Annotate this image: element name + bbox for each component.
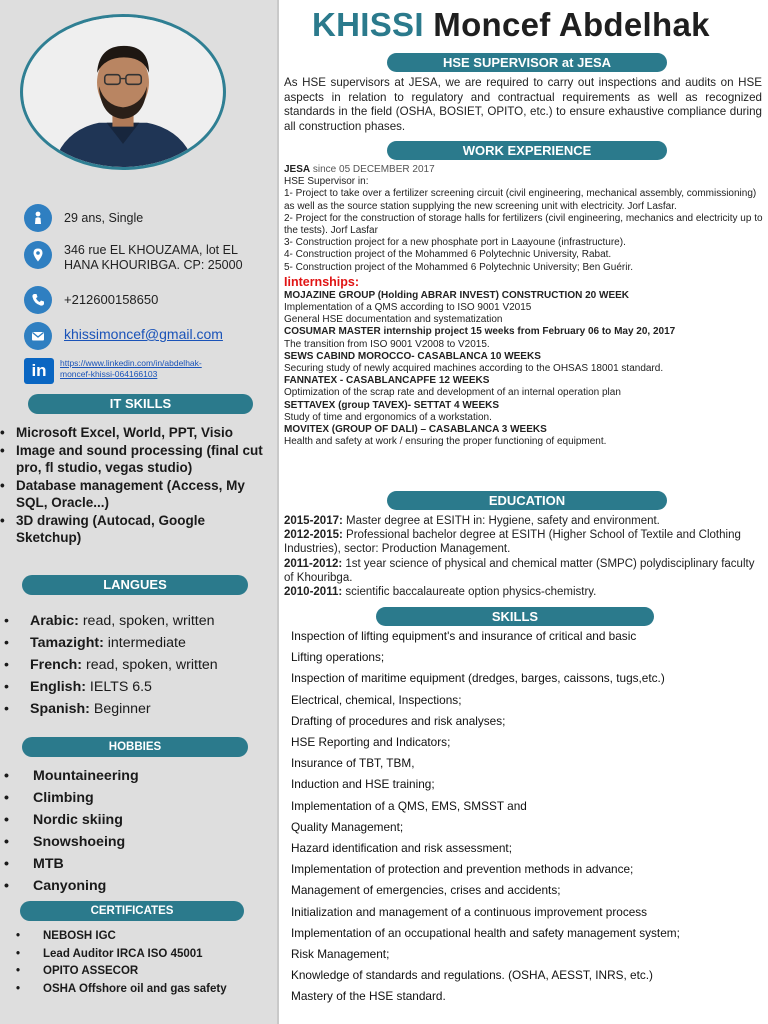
education-item: 2015-2017: Master degree at ESITH in: Hygiene, safety and environment. bbox=[284, 515, 660, 527]
address-line-2: HANA KHOURIBGA. CP: 25000 bbox=[64, 258, 243, 272]
list-item: Management of emergencies, crises and accidents; bbox=[291, 883, 561, 898]
list-item: Implementation of an occupational health and safety management system; bbox=[291, 925, 680, 940]
location-pin-icon bbox=[24, 241, 52, 269]
it-skills-header: IT SKILLS bbox=[28, 394, 253, 414]
project-item: 1- Project to take over a fertilizer screening circuit (civil engineering, mechanical assembly, commissioning) as well as the source station supplying the new screening unit with electricity. Jorf Lasfar. bbox=[284, 188, 757, 212]
sidebar bbox=[0, 0, 277, 1024]
linkedin-line-2: moncef-khissi-064166103 bbox=[60, 369, 158, 379]
phone-icon bbox=[24, 286, 52, 314]
list-item: • French: read, spoken, written bbox=[4, 654, 218, 676]
job-heading: JESA since 05 DECEMBER 2017 bbox=[284, 164, 435, 175]
list-item: Initialization and management of a continuous improvement process bbox=[291, 904, 648, 919]
list-item: • OPITO ASSECOR bbox=[16, 963, 227, 981]
list-item: • NEBOSH IGC bbox=[16, 928, 227, 946]
internship-line: General HSE documentation and systematization bbox=[284, 314, 503, 326]
internship-head: FANNATEX - CASABLANCAPFE 12 WEEKS bbox=[284, 375, 490, 387]
address-text bbox=[64, 243, 243, 273]
list-item: • Arabic: read, spoken, written bbox=[4, 610, 218, 632]
list-item: Induction and HSE training; bbox=[291, 777, 435, 792]
education-item: 2010-2011: scientific baccalaureate option physics-chemistry. bbox=[284, 586, 597, 599]
work-experience-header: WORK EXPERIENCE bbox=[387, 141, 667, 160]
linkedin-row bbox=[24, 358, 202, 384]
linkedin-link[interactable] bbox=[60, 358, 202, 380]
education-header: EDUCATION bbox=[387, 491, 667, 510]
email-link[interactable]: khissimoncef@gmail.com bbox=[64, 326, 223, 342]
project-item: 4- Construction project of the Mohammed 6 Polytechnic University, Rabat. bbox=[284, 249, 612, 261]
list-item: Inspection of lifting equipment's and insurance of critical and basic bbox=[291, 629, 637, 643]
skills-list bbox=[291, 626, 761, 1008]
work-experience bbox=[284, 164, 766, 448]
langues-header: LANGUES bbox=[22, 575, 248, 595]
role-header: HSE SUPERVISOR at JESA bbox=[387, 53, 667, 72]
list-item: • Lead Auditor IRCA ISO 45001 bbox=[16, 946, 227, 964]
list-item: • Tamazight: intermediate bbox=[4, 632, 218, 654]
list-item: HSE Reporting and Indicators; bbox=[291, 735, 451, 750]
job-role: HSE Supervisor in: bbox=[284, 176, 369, 188]
hobbies-list bbox=[4, 765, 139, 897]
internship-head: MOVITEX (GROUP OF DALI) – CASABLANCA 3 WEEKS bbox=[284, 424, 547, 436]
project-item: 5- Construction project of the Mohammed 6 Polytechnic University; Ben Guérir. bbox=[284, 261, 634, 273]
internship-head: SETTAVEX (group TAVEX)- SETTAT 4 WEEKS bbox=[284, 399, 499, 411]
age-row bbox=[24, 204, 143, 232]
list-item: • Snowshoeing bbox=[4, 831, 139, 853]
list-item: • Image and sound processing (final cut pro, fl studio, vegas studio) bbox=[0, 442, 270, 477]
age-text: 29 ans, Single bbox=[64, 211, 144, 225]
internship-line: Implementation of a QMS according to ISO 9001 V2015 bbox=[284, 302, 532, 314]
list-item: • MTB bbox=[4, 853, 139, 875]
list-item: Knowledge of standards and regulations. (OSHA, AESST, INRS, etc.) bbox=[291, 968, 653, 983]
list-item: • Microsoft Excel, World, PPT, Visio bbox=[0, 424, 270, 442]
project-item: 2- Project for the construction of storage halls for fertilizers (civil engineering, mechanics and electricity up to the tests). Jorf Lasfar bbox=[284, 212, 763, 237]
skills-header: SKILLS bbox=[376, 607, 654, 626]
internship-line: Health and safety at work / ensuring the proper functioning of equipment. bbox=[284, 436, 607, 448]
project-item: 3- Construction project for a new phosphate port in Laayoune (infrastructure). bbox=[284, 237, 626, 249]
hobbies-header: HOBBIES bbox=[22, 737, 248, 757]
education-list bbox=[284, 514, 764, 599]
email-row bbox=[24, 322, 223, 350]
certificates-header: CERTIFICATES bbox=[20, 901, 244, 921]
list-item: Inspection of maritime equipment (dredges, barges, caissons, tugs,etc.) bbox=[291, 671, 665, 686]
list-item: • Spanish: Beginner bbox=[4, 698, 218, 720]
list-item: • OSHA Offshore oil and gas safety bbox=[16, 981, 227, 999]
list-item: Hazard identification and risk assessment; bbox=[291, 841, 512, 856]
list-item: • Canyoning bbox=[4, 875, 139, 897]
phone-row bbox=[24, 286, 158, 314]
list-item: Risk Management; bbox=[291, 947, 390, 962]
education-item: 2012-2015: Professional bachelor degree at ESITH (Higher School of Textile and Clothing Industries), sector: Production Management. bbox=[284, 529, 741, 556]
list-item: Electrical, chemical, Inspections; bbox=[291, 692, 462, 707]
internship-line: Study of time and ergonomics of a workstation. bbox=[284, 411, 492, 423]
intro-paragraph: As HSE supervisors at JESA, we are required to carry out inspections and audits on HSE aspects in relation to regulatory and contractual requirements as well as recognized standards in the field (OSHA, BOSIET, OPITO, etc.) to ensure exhaustive compliance during all construction phases. bbox=[284, 76, 762, 133]
page-title bbox=[312, 6, 710, 44]
list-item: • 3D drawing (Autocad, Google Sketchup) bbox=[0, 512, 270, 547]
list-item: • Climbing bbox=[4, 787, 139, 809]
certificates-list bbox=[16, 928, 227, 998]
langues-list bbox=[4, 610, 218, 720]
internship-head: SEWS CABIND MOROCCO- CASABLANCA 10 WEEKS bbox=[284, 350, 541, 362]
internships-title: Iinternships: bbox=[284, 274, 360, 289]
profile-photo bbox=[20, 14, 226, 170]
linkedin-icon: in bbox=[24, 358, 54, 384]
first-names: Moncef Abdelhak bbox=[433, 6, 710, 43]
list-item: Implementation of protection and prevention methods in advance; bbox=[291, 862, 634, 877]
list-item: • Nordic skiing bbox=[4, 809, 139, 831]
list-item: Quality Management; bbox=[291, 819, 404, 834]
it-skills-list bbox=[0, 424, 270, 547]
email-icon bbox=[24, 322, 52, 350]
linkedin-line-1: https://www.linkedin.com/in/abdelhak- bbox=[60, 358, 202, 368]
internship-line: Securing study of newly acquired machines according to the OHSAS 18001 standard. bbox=[284, 363, 664, 375]
list-item: Mastery of the HSE standard. bbox=[291, 989, 446, 1004]
education-item: 2011-2012: 1st year science of physical and chemical matter (SMPC) polydisciplinary faculty of Khouribga. bbox=[284, 557, 755, 584]
internship-line: The transition from ISO 9001 V2008 to V2015. bbox=[284, 338, 490, 350]
list-item: Lifting operations; bbox=[291, 650, 385, 665]
person-icon bbox=[24, 204, 52, 232]
column-divider bbox=[277, 0, 281, 1024]
last-name: KHISSI bbox=[312, 6, 424, 43]
list-item: Implementation of a QMS, EMS, SMSST and bbox=[291, 798, 527, 813]
list-item: • Database management (Access, My SQL, Oracle...) bbox=[0, 477, 270, 512]
internship-head: MOJAZINE GROUP (Holding ABRAR INVEST) CONSTRUCTION 20 WEEK bbox=[284, 289, 630, 301]
address-line-1: 346 rue EL KHOUZAMA, lot EL bbox=[64, 243, 238, 257]
list-item: • English: IELTS 6.5 bbox=[4, 676, 218, 698]
list-item: Insurance of TBT, TBM, bbox=[291, 756, 415, 771]
address-row bbox=[24, 241, 243, 273]
internship-head: COSUMAR MASTER internship project 15 weeks from February 06 to May 20, 2017 bbox=[284, 326, 676, 338]
list-item: Drafting of procedures and risk analyses; bbox=[291, 713, 506, 728]
phone-text[interactable]: +212600158650 bbox=[64, 292, 159, 307]
internship-line: Optimization of the scrap rate and development of an internal operation plan bbox=[284, 387, 621, 399]
list-item: • Mountaineering bbox=[4, 765, 139, 787]
